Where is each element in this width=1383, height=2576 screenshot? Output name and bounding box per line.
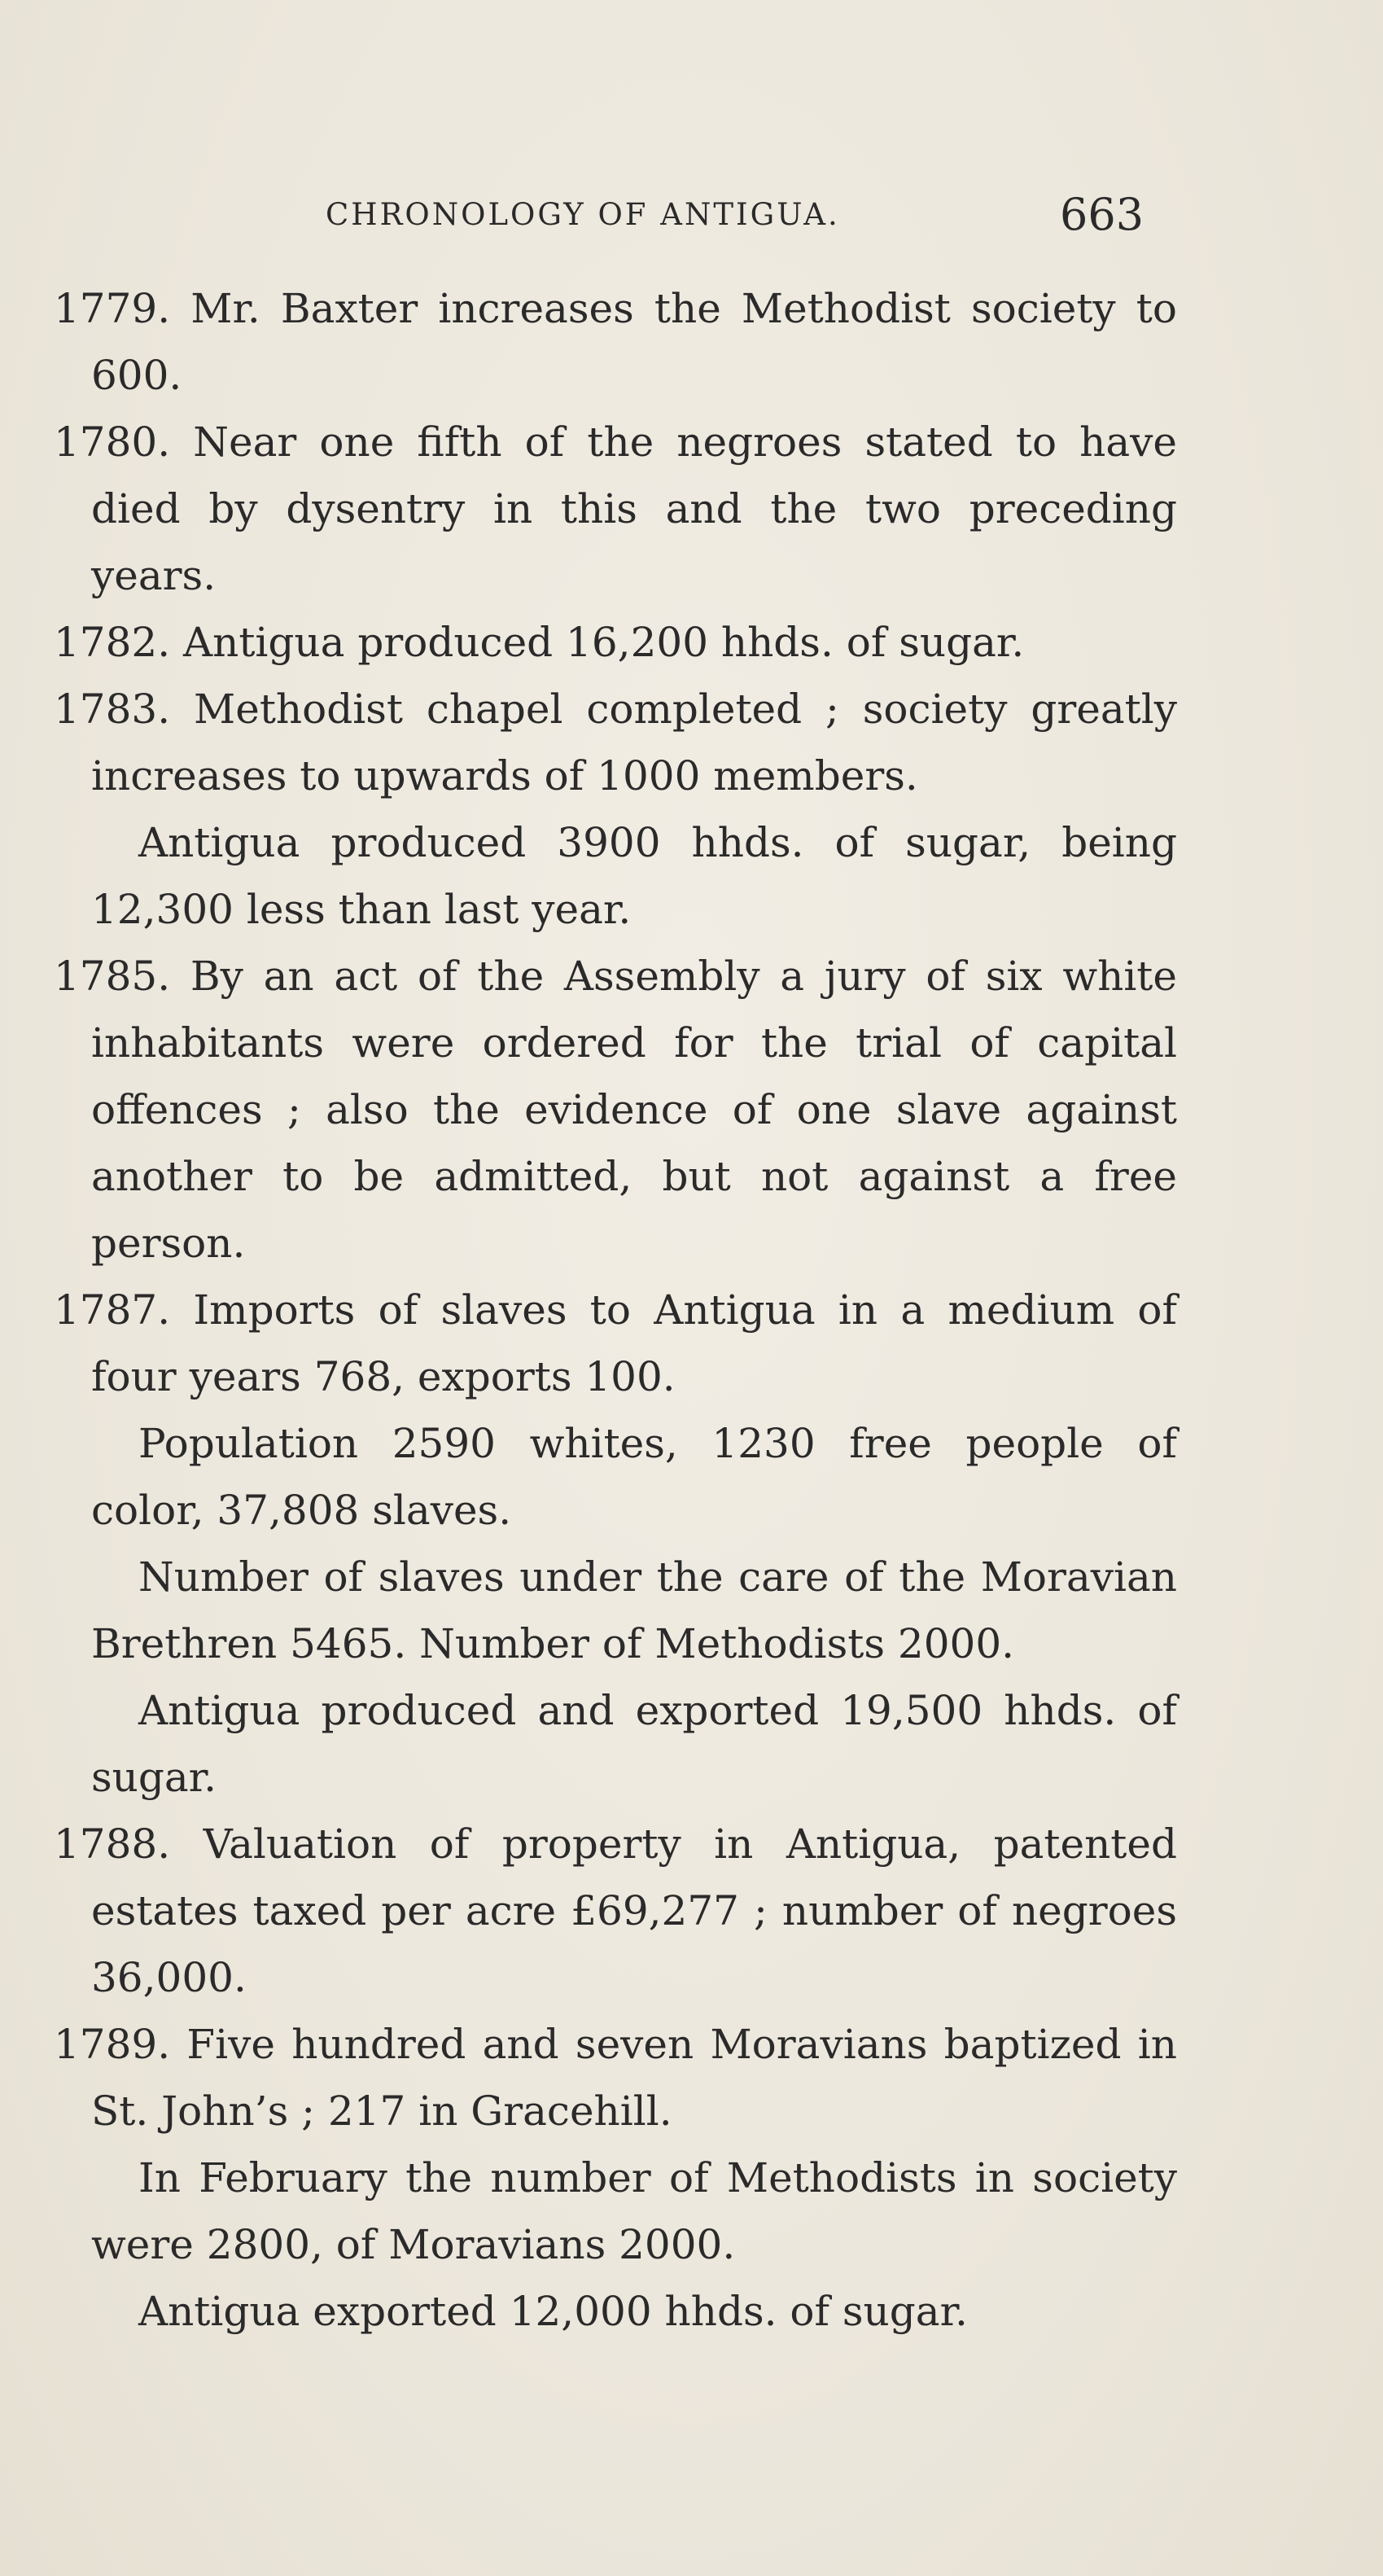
running-head: CHRONOLOGY OF ANTIGUA. [326,197,840,232]
chronology-text [54,275,1177,2345]
entry-1780: 1780. Near one fifth of the negroes stated to have died by dysentry in this and the two preceding years. [54,418,1177,599]
paragraph-1789-sugar: Antigua exported 12,000 hhds. of sugar. [138,2288,968,2335]
entry-1787: 1787. Imports of slaves to Antigua in a medium of four years 768, exports 100. [54,1286,1177,1400]
paragraph-1787-population: Population 2590 whites, 1230 free people of color, 37,808 slaves. [91,1420,1177,1534]
entry-1783: 1783. Methodist chapel completed ; society greatly increases to upwards of 1000 members. [54,686,1177,800]
page-header [0,189,1383,246]
entry-1788: 1788. Valuation of property in Antigua, patented estates taxed per acre £69,277 ; number of negroes 36,000. [54,1820,1177,2001]
page-number: 663 [1060,189,1144,240]
paragraph-1787-sugar: Antigua produced and exported 19,500 hhds. of sugar. [91,1687,1177,1801]
entry-1789: 1789. Five hundred and seven Moravians baptized in St. John’s ; 217 in Gracehill. [54,2021,1177,2135]
paragraph-1787-moravians: Number of slaves under the care of the Moravian Brethren 5465. Number of Methodists 2000. [91,1553,1177,1667]
entry-1779: 1779. Mr. Baxter increases the Methodist society to 600. [54,285,1177,399]
paragraph-1789-february: In February the number of Methodists in society were 2800, of Moravians 2000. [91,2154,1177,2268]
entry-1785: 1785. By an act of the Assembly a jury of six white inhabitants were ordered for the trial of capital offences ; also the evidence of one slave against another to be admitted, but not against a free person. [54,953,1177,1267]
entry-1782: 1782. Antigua produced 16,200 hhds. of sugar. [54,619,1025,666]
paragraph-1783-sugar: Antigua produced 3900 hhds. of sugar, being 12,300 less than last year. [91,819,1177,933]
